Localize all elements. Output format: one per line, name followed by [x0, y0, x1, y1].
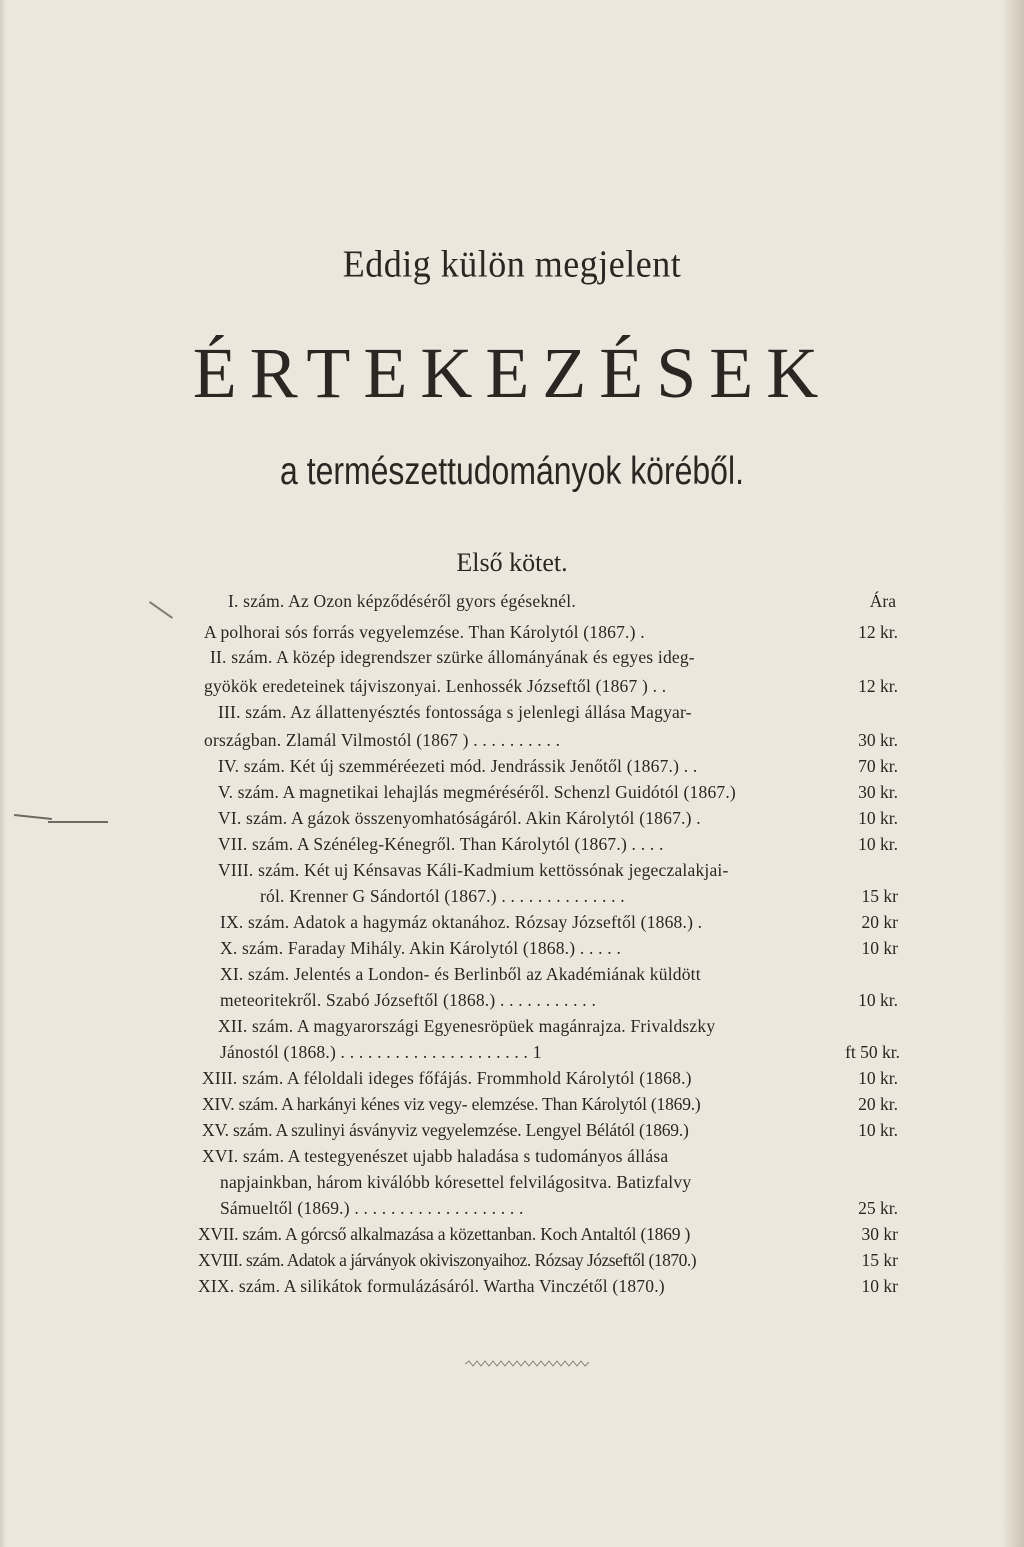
subtitle: a természettudományok köréből.: [280, 450, 744, 493]
entry-price: 20 kr.: [858, 1094, 898, 1114]
entry-line: X. szám. Faraday Mihály. Akin Károlytól (1868.) . . . . .: [220, 938, 622, 958]
header-line: Eddig külön megjelent: [342, 243, 682, 285]
entry-price: 20 kr: [861, 912, 898, 932]
entry-line: IX. szám. Adatok a hagymáz oktanához. Rózsay Józseftől (1868.) .: [220, 912, 703, 932]
entry-price: 25 kr.: [858, 1198, 898, 1218]
price-header: Ára: [869, 591, 896, 611]
entry-price: 30 kr.: [858, 730, 898, 750]
ornament-divider: [465, 1360, 595, 1368]
entry-price: 15 kr: [861, 886, 898, 906]
entry-line: VIII. szám. Két uj Kénsavas Káli-Kadmium kettössónak jegeczalakjai-: [218, 860, 729, 880]
entry-line: Sámueltől (1869.) . . . . . . . . . . . . . . . . . . .: [220, 1198, 524, 1218]
entry-line: XVIII. szám. Adatok a járványok okiviszonyaihoz. Rózsay Józseftől (1870.): [198, 1250, 697, 1270]
main-title: ÉRTEKEZÉSEK: [192, 333, 832, 413]
entry-line: XIII. szám. A féloldali ideges főfájás. Frommhold Károlytól (1868.): [202, 1068, 692, 1088]
entry-price: 70 kr.: [858, 756, 898, 776]
entry-line: V. szám. A magnetikai lehajlás megméréséről. Schenzl Guidótól (1867.): [218, 782, 736, 802]
entry-line: XII. szám. A magyarországi Egyenesröpüek magánrajza. Frivaldszky: [218, 1016, 716, 1036]
entry-line: A polhorai sós forrás vegyelemzése. Than Károlytól (1867.) .: [204, 622, 645, 642]
entry-price: 30 kr.: [858, 782, 898, 802]
entry-line: ról. Krenner G Sándortól (1867.) . . . . . . . . . . . . . .: [260, 886, 625, 906]
entry-line: XIX. szám. A silikátok formulázásáról. Wartha Vinczétől (1870.): [198, 1276, 665, 1296]
entry-line: XI. szám. Jelentés a London- és Berlinből az Akadémiának küldött: [220, 964, 701, 984]
entry-line: IV. szám. Két új szemméréezeti mód. Jendrássik Jenőtől (1867.) . .: [218, 756, 698, 776]
entry-price: 10 kr: [861, 938, 898, 958]
entry-price: 10 kr.: [858, 834, 898, 854]
entry-line: XIV. szám. A harkányi kénes viz vegy- elemzése. Than Károlytól (1869.): [202, 1094, 701, 1114]
entry-line: XVI. szám. A testegyenészet ujabb haladása s tudományos állása: [202, 1146, 669, 1166]
entry-line: III. szám. Az állattenyésztés fontossága s jelenlegi állása Magyar-: [218, 702, 692, 722]
entry-price: 10 kr.: [858, 990, 898, 1010]
entry-line: meteoritekről. Szabó Józseftől (1868.) . . . . . . . . . . .: [220, 990, 597, 1010]
entry-line: XV. szám. A szulinyi ásványviz vegyelemzése. Lengyel Bélától (1869.): [202, 1120, 689, 1140]
entry-price: 12 kr.: [858, 676, 898, 696]
pencil-mark: [48, 821, 108, 823]
entry-price: 10 kr: [861, 1276, 898, 1296]
entry-price: 30 kr: [861, 1224, 898, 1244]
entry-line: gyökök eredeteinek tájviszonyai. Lenhossék Józseftől (1867 ) . .: [204, 676, 667, 696]
entry-price: ft 50 kr.: [845, 1042, 900, 1062]
entry-line: Jánostól (1868.) . . . . . . . . . . . . . . . . . . . . . 1: [220, 1042, 542, 1062]
entry-price: 12 kr.: [858, 622, 898, 642]
entry-price: 15 kr: [861, 1250, 898, 1270]
entry-line: I. szám. Az Ozon képződéséről gyors égéseknél.: [228, 591, 576, 611]
entry-line: VII. szám. A Szénéleg-Kénegről. Than Károlytól (1867.) . . . .: [218, 834, 664, 854]
volume-label: Első kötet.: [456, 548, 568, 577]
entry-line: napjainkban, három kiválóbb kóresettel felvilágositva. Batizfalvy: [220, 1172, 692, 1192]
entry-line: országban. Zlamál Vilmostól (1867 ) . . . . . . . . . .: [204, 730, 561, 750]
entry-line: II. szám. A közép idegrendszer szürke állományának és egyes ideg-: [210, 647, 695, 667]
entry-price: 10 kr.: [858, 808, 898, 828]
entry-price: 10 kr.: [858, 1120, 898, 1140]
entry-line: VI. szám. A gázok összenyomhatóságáról. Akin Károlytól (1867.) .: [218, 808, 701, 828]
entry-line: XVII. szám. A górcső alkalmazása a közettanban. Koch Antaltól (1869 ): [198, 1224, 691, 1244]
entry-price: 10 kr.: [858, 1068, 898, 1088]
